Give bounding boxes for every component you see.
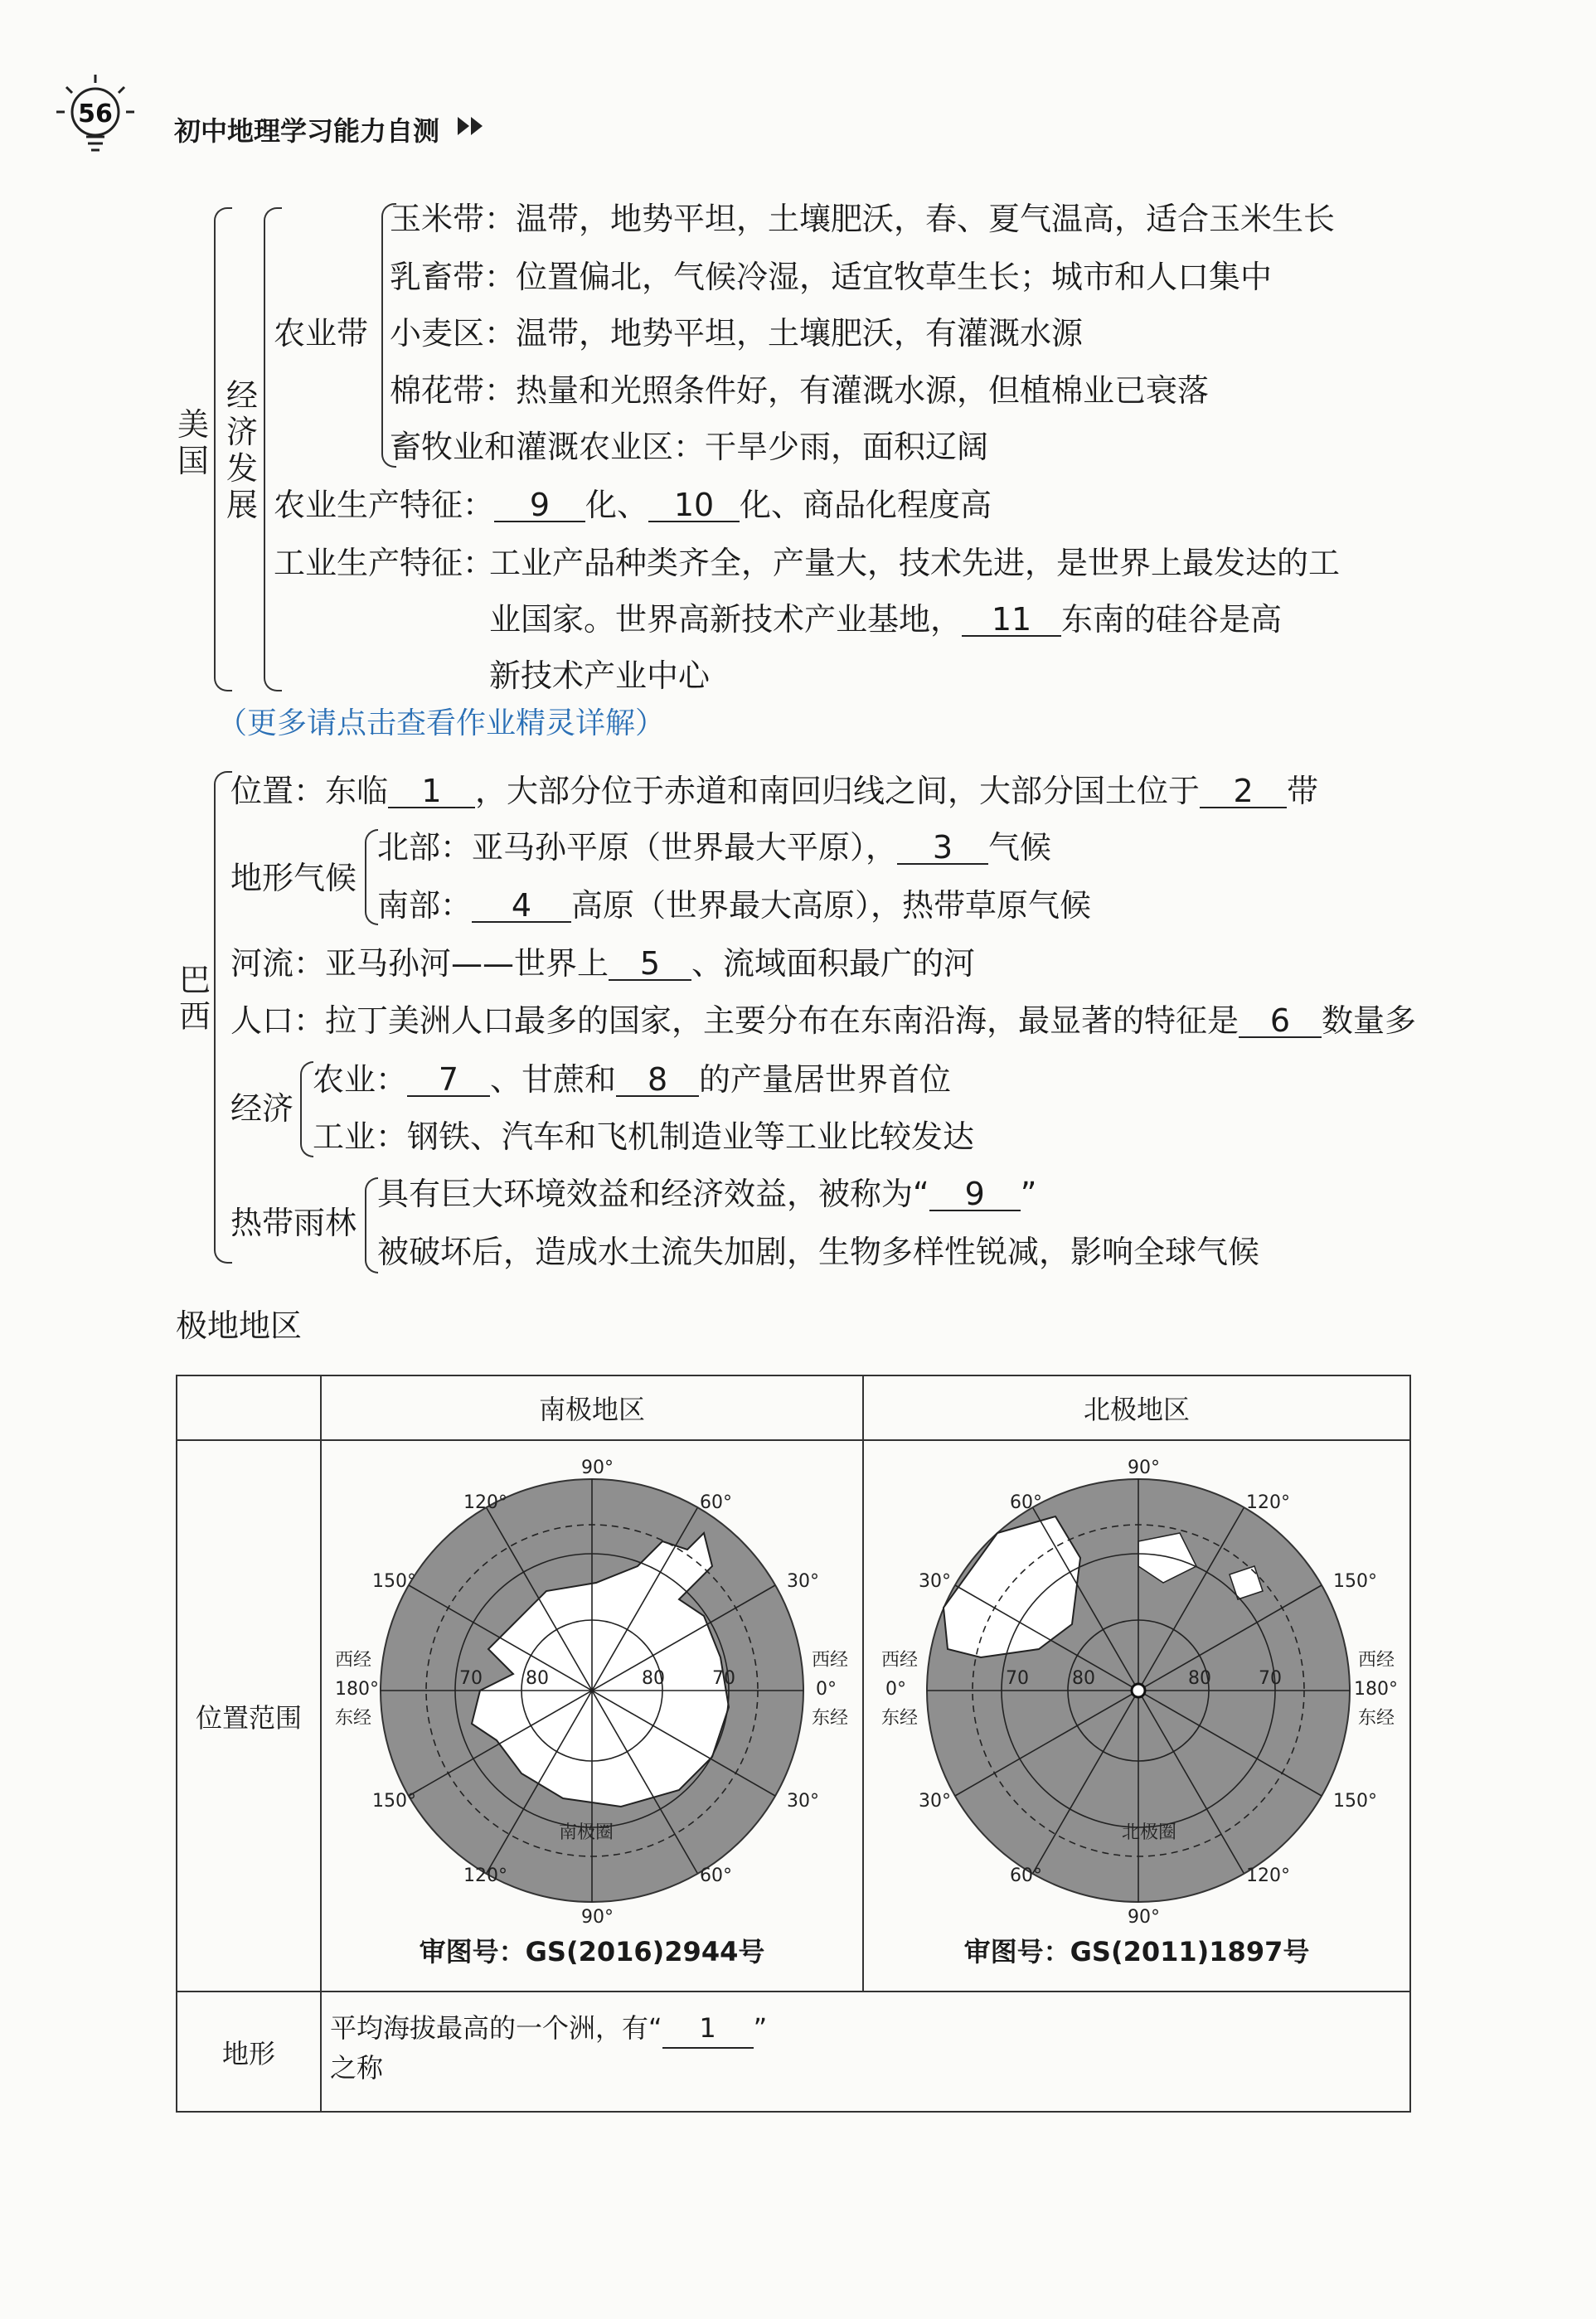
- brazil-agriculture: [313, 1061, 952, 1098]
- usa-country-label: 美国: [177, 406, 209, 479]
- s-lat80: 80: [526, 1668, 550, 1689]
- ind-label: 工业生产特征：: [274, 545, 495, 581]
- s-circle-label: 南极圈: [559, 1822, 614, 1843]
- agri-mid: 化、: [585, 487, 649, 523]
- n-deg-120: 120°: [1246, 1492, 1291, 1513]
- s-deg-180: 180°: [335, 1679, 380, 1700]
- blank-9[interactable]: 9: [494, 489, 585, 522]
- north-a: 北部：亚马孙平原（世界最大平原），: [377, 829, 898, 866]
- col-north-header: 北极地区: [863, 1375, 1410, 1440]
- n-lat70: 70: [1006, 1668, 1030, 1689]
- south-map-caption: 审图号：GS(2016)2944号: [419, 1936, 765, 1967]
- terrain-text-c: 之称: [330, 2052, 384, 2084]
- rainforest-value: [377, 1178, 1036, 1211]
- ind-line2-b: 东南的硅谷是高: [1061, 601, 1283, 638]
- blank-9b[interactable]: 9: [929, 1178, 1021, 1211]
- n-deg-120-b: 120°: [1246, 1865, 1291, 1886]
- n-lat70r: 70: [1259, 1668, 1283, 1689]
- forest1-a: 具有巨大环境效益和经济效益，被称为“: [377, 1176, 929, 1212]
- agri-features-label: 农业生产特征：: [274, 487, 495, 523]
- s-e-label: 东经: [335, 1708, 372, 1729]
- blank-11[interactable]: 11: [962, 604, 1061, 637]
- ind-line1: 工业产品种类齐全，产量大，技术先进，是世界上最发达的工: [489, 545, 1341, 581]
- s-e-label-r: 东经: [812, 1708, 849, 1729]
- terrain-text-a: 平均海拔最高的一个洲，有“: [330, 2012, 662, 2044]
- agri-b: 、甘蔗和: [490, 1061, 617, 1098]
- river-b: 、流域面积最广的河: [691, 945, 976, 982]
- s-deg-60-b: 60°: [700, 1865, 733, 1886]
- col-south-header: 南极地区: [321, 1375, 863, 1440]
- blank-5[interactable]: 5: [609, 948, 691, 981]
- south-map-cell: [321, 1440, 863, 1992]
- brazil-river: [230, 945, 976, 982]
- brazil-brace: [214, 771, 232, 1264]
- header: [50, 70, 547, 145]
- south-a: 南部：: [377, 887, 473, 924]
- terrain-text-b: ”: [753, 2012, 768, 2044]
- ind-line2: [489, 601, 1283, 638]
- polar-title: 极地地区: [176, 1307, 303, 1344]
- economy-brace: [300, 1061, 313, 1157]
- brazil-position: [230, 775, 1318, 808]
- s-w-label: 西经: [335, 1650, 372, 1671]
- belt-dairy: 乳畜带：位置偏北，气候冷湿，适宜牧草生长；城市和人口集中: [390, 259, 1273, 295]
- page-number: 56: [78, 99, 113, 129]
- antarctica-map: [323, 1442, 861, 1931]
- pos-c: 带: [1287, 773, 1319, 809]
- rainforest-label: 热带雨林: [230, 1205, 357, 1241]
- book-title: 初中地理学习能力自测: [174, 115, 440, 147]
- blank-2[interactable]: 2: [1200, 775, 1287, 808]
- south-b: 高原（世界最大高原），热带草原气候: [571, 887, 1092, 924]
- s-w-label-r: 西经: [812, 1650, 849, 1671]
- n-e180: 东经: [1358, 1708, 1395, 1729]
- brazil-north: [377, 829, 1052, 866]
- arctic-map: [865, 1442, 1408, 1931]
- s-deg-150: 150°: [372, 1571, 417, 1592]
- brazil-south: [377, 887, 1092, 924]
- lightbulb-icon: [50, 70, 141, 153]
- n-deg-60: 60°: [1010, 1492, 1043, 1513]
- brazil-industry: 工业：钢铁、汽车和飞机制造业等工业比较发达: [313, 1118, 975, 1155]
- ind-line2-a: 业国家。世界高新技术产业基地，: [489, 601, 963, 638]
- usa-economy-brace: [264, 207, 282, 691]
- s-deg-60: 60°: [700, 1492, 733, 1513]
- n-w180: 西经: [1358, 1650, 1395, 1671]
- agri-a: 农业：: [313, 1061, 408, 1098]
- belt-corn: 玉米带：温带，地势平坦，土壤肥沃，春、夏气温高，适合玉米生长: [390, 201, 1336, 237]
- agri-features: [274, 489, 992, 522]
- blank-4[interactable]: 4: [472, 890, 571, 923]
- s-lat70: 70: [459, 1668, 483, 1689]
- blank-3[interactable]: 3: [897, 832, 988, 865]
- terrain-brace: [365, 829, 378, 925]
- s-deg-150-b: 150°: [372, 1791, 417, 1812]
- row-position-label: 位置范围: [177, 1440, 321, 1992]
- terrain-cell: [321, 1992, 1410, 2112]
- blank-6[interactable]: 6: [1239, 1005, 1322, 1038]
- s-deg-90-top: 90°: [581, 1458, 614, 1478]
- n-circle-label: 北极圈: [1122, 1822, 1177, 1843]
- pop-b: 数量多: [1322, 1002, 1417, 1039]
- north-map-caption: 审图号：GS(2011)1897号: [963, 1936, 1310, 1967]
- n-deg-30-b: 30°: [919, 1791, 952, 1812]
- n-deg-90-top: 90°: [1128, 1458, 1161, 1478]
- blank-1[interactable]: 1: [388, 775, 475, 808]
- brazil-population: [230, 1002, 1417, 1039]
- rainforest-brace: [365, 1177, 378, 1274]
- belt-wheat: 小麦区：温带，地势平坦，土壤肥沃，有灌溉水源: [390, 315, 1084, 352]
- n-deg-150: 150°: [1333, 1571, 1378, 1592]
- agri-c: 的产量居世界首位: [699, 1061, 952, 1098]
- ind-line3: 新技术产业中心: [489, 657, 711, 694]
- blank-10[interactable]: 10: [648, 489, 740, 522]
- forest1-b: ”: [1020, 1176, 1037, 1212]
- north-b: 气候: [988, 829, 1052, 866]
- belt-cotton: 棉花带：热量和光照条件好，有灌溉水源，但植棉业已衰落: [390, 372, 1210, 409]
- agri-belts-label: 农业带: [274, 315, 369, 352]
- river-a: 河流：亚马孙河——世界上: [230, 945, 609, 982]
- pos-b: ，大部分位于赤道和南回归线之间，大部分国土位于: [475, 773, 1201, 809]
- n-lat80r: 80: [1188, 1668, 1212, 1689]
- s-deg-120: 120°: [463, 1492, 508, 1513]
- polar-table: [176, 1375, 1411, 2113]
- s-deg-0: 0°: [816, 1679, 837, 1700]
- more-details-link[interactable]: （更多请点击查看作业精灵详解）: [217, 706, 666, 740]
- pop-a: 人口：拉丁美洲人口最多的国家，主要分布在东南沿海，最显著的特征是: [230, 1002, 1239, 1039]
- s-deg-30: 30°: [787, 1571, 820, 1592]
- belt-ranching: 畜牧业和灌溉农业区：干旱少雨，面积辽阔: [390, 429, 989, 465]
- pos-a: 位置：东临: [230, 773, 389, 809]
- terrain-climate-label: 地形气候: [230, 860, 357, 896]
- n-e0: 东经: [881, 1708, 919, 1729]
- s-lat70r: 70: [712, 1668, 736, 1689]
- brazil-country-label: 巴西: [178, 962, 211, 1035]
- n-deg180: 180°: [1354, 1679, 1399, 1700]
- polar-blank-1[interactable]: 1: [662, 2009, 754, 2049]
- arrow-icon: [456, 114, 489, 138]
- n-deg-90-b: 90°: [1128, 1907, 1161, 1928]
- north-map-cell: [863, 1440, 1410, 1992]
- corner-cell: [177, 1375, 321, 1440]
- economy-label: 经济: [230, 1090, 294, 1127]
- n-deg-150-b: 150°: [1333, 1791, 1378, 1812]
- n-w0: 西经: [881, 1650, 919, 1671]
- s-deg-30-b: 30°: [787, 1791, 820, 1812]
- n-deg-60-b: 60°: [1010, 1865, 1043, 1886]
- row-terrain-label: 地形: [177, 1992, 321, 2112]
- agri-tail: 化、商品化程度高: [740, 487, 992, 523]
- n-deg-30: 30°: [919, 1571, 952, 1592]
- s-deg-120-b: 120°: [463, 1865, 508, 1886]
- blank-7[interactable]: 7: [407, 1064, 490, 1097]
- usa-economy-label: 经济发展: [226, 377, 258, 523]
- rainforest-damage: 被破坏后，造成水土流失加剧，生物多样性锐减，影响全球气候: [377, 1234, 1260, 1270]
- n-lat80: 80: [1072, 1668, 1096, 1689]
- s-deg-90-b: 90°: [581, 1907, 614, 1928]
- blank-8[interactable]: 8: [616, 1064, 699, 1097]
- s-lat80r: 80: [642, 1668, 666, 1689]
- n-deg0: 0°: [885, 1679, 907, 1700]
